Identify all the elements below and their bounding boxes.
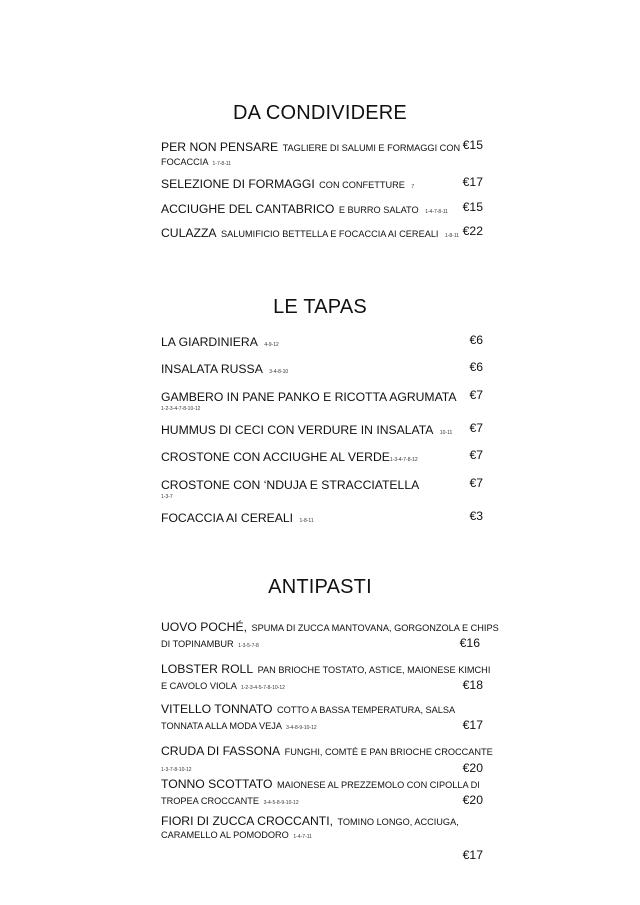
menu-item — [161, 618, 499, 650]
item-name: GAMBERO IN PANE PANKO E RICOTTA AGRUMATA — [161, 390, 457, 404]
menu-item — [161, 200, 483, 218]
menu-item — [161, 138, 483, 167]
item-description: TOMINO LONGO, ACCIUGA, — [337, 817, 459, 827]
item-price: €17 — [462, 718, 483, 732]
item-allergens: 1-2-3-4-5-7-8-10-12 — [240, 685, 285, 691]
item-name: CROSTONE CON ‘NDUJA E STRACCIATELLA — [161, 478, 420, 492]
item-price: €15 — [462, 200, 483, 214]
item-name: INSALATA RUSSA — [161, 362, 263, 376]
item-price: €6 — [469, 360, 483, 374]
item-description-cont: TONNATA ALLA MODA VEJA — [161, 721, 282, 731]
item-description: FUNGHI, COMTÉ E PAN BRIOCHE CROCCANTE — [284, 747, 493, 757]
menu-item — [161, 333, 483, 351]
section-title-antipasti: ANTIPASTI — [268, 576, 372, 598]
item-name: FIORI DI ZUCCA CROCCANTI, — [161, 814, 333, 828]
menu-item — [161, 224, 483, 242]
item-description: CON CONFETTURE — [319, 180, 405, 190]
section-title-da-condividere: DA CONDIVIDERE — [233, 102, 407, 124]
item-allergens: 1-3-7-8-10-12 — [161, 767, 192, 773]
item-name: LOBSTER ROLL — [161, 662, 254, 676]
item-name: ACCIUGHE DEL CANTABRICO — [161, 202, 335, 216]
item-description-cont: E CAVOLO VIOLA — [161, 681, 237, 691]
item-allergens: 1-3-5-7-8 — [238, 643, 259, 649]
menu-item — [161, 448, 483, 466]
item-price: €3 — [469, 509, 483, 523]
item-name: UOVO POCHÉ, — [161, 620, 248, 634]
item-allergens: 7 — [411, 184, 415, 190]
item-allergens: 1-8-11 — [299, 518, 314, 524]
item-allergens: 3-4-8-9-10-12 — [286, 725, 317, 731]
item-description-cont: TROPEA CROCCANTE — [161, 796, 260, 806]
item-name: VITELLO TONNATO — [161, 702, 273, 716]
item-description-cont: DI TOPINAMBUR — [161, 639, 234, 649]
item-name: CULAZZA — [161, 226, 217, 240]
item-allergens: 3-4-5-8-9-10-12 — [263, 800, 299, 806]
item-name: FOCACCIA AI CEREALI — [161, 511, 294, 525]
item-price: €7 — [469, 476, 483, 490]
item-name: PER NON PENSARE — [161, 140, 279, 154]
item-allergens: 1-2-3-4-7-8-10-12 — [161, 406, 201, 412]
menu-item — [161, 175, 483, 193]
item-name: LA GIARDINIERA — [161, 335, 258, 349]
item-description: TAGLIERE DI SALUMI E FORMAGGI CON — [282, 143, 461, 153]
item-price: €7 — [469, 421, 483, 435]
item-price: €16 — [459, 636, 480, 650]
menu-item — [161, 660, 491, 692]
item-allergens: 3-4-8-10 — [269, 369, 289, 375]
item-allergens: 1-3-4-7-8-12 — [389, 457, 418, 463]
item-name: CRUDA DI FASSONA — [161, 744, 281, 758]
menu-item — [161, 742, 493, 776]
item-description: E BURRO SALATO — [338, 205, 419, 215]
item-price: €7 — [469, 388, 483, 402]
item-description: MAIONESE AL PREZZEMOLO CON CIPOLLA DI — [276, 780, 480, 790]
item-description-cont: CARAMELLO AL POMODORO — [161, 830, 289, 840]
menu-item — [161, 509, 483, 527]
item-allergens: 4-9-12 — [264, 342, 279, 348]
item-price: €22 — [462, 224, 483, 238]
menu-item — [161, 476, 483, 500]
menu-item — [161, 388, 483, 412]
item-allergens: 1-7-8-11 — [212, 161, 232, 167]
item-allergens: 1-4-7-8-11 — [425, 209, 449, 215]
item-name: CROSTONE CON ACCIUGHE AL VERDE — [161, 450, 390, 464]
menu-item — [161, 700, 483, 731]
item-price: €15 — [462, 138, 483, 152]
item-allergens: 1-4-7-11 — [293, 834, 312, 840]
item-price: €18 — [462, 678, 483, 692]
item-price: €20 — [462, 761, 483, 775]
menu-item — [161, 421, 483, 439]
menu-item — [161, 812, 483, 862]
item-allergens: 1-8-11 — [444, 233, 460, 239]
item-description-cont: FOCACCIA — [161, 157, 208, 167]
item-allergens: 10-11 — [439, 430, 453, 436]
menu-item — [161, 775, 483, 806]
item-price: €7 — [469, 448, 483, 462]
item-allergens: 1-3-7 — [161, 494, 173, 500]
item-description: SALUMIFICIO BETTELLA E FOCACCIA AI CEREALI — [220, 229, 439, 239]
item-name: TONNO SCOTTATO — [161, 777, 273, 791]
item-name: SELEZIONE DI FORMAGGI — [161, 177, 315, 191]
item-price: €20 — [462, 793, 483, 807]
section-title-le-tapas: LE TAPAS — [273, 296, 367, 318]
item-price: €17 — [462, 848, 483, 862]
item-description: COTTO A BASSA TEMPERATURA, SALSA — [276, 705, 456, 715]
item-price: €17 — [462, 175, 483, 189]
item-description: PAN BRIOCHE TOSTATO, ASTICE, MAIONESE KIMCHI — [257, 665, 491, 675]
item-name: HUMMUS DI CECI CON VERDURE IN INSALATA — [161, 423, 434, 437]
item-description: SPUMA DI ZUCCA MANTOVANA, GORGONZOLA E CHIPS — [251, 623, 499, 633]
item-price: €6 — [469, 333, 483, 347]
menu-item — [161, 360, 483, 378]
